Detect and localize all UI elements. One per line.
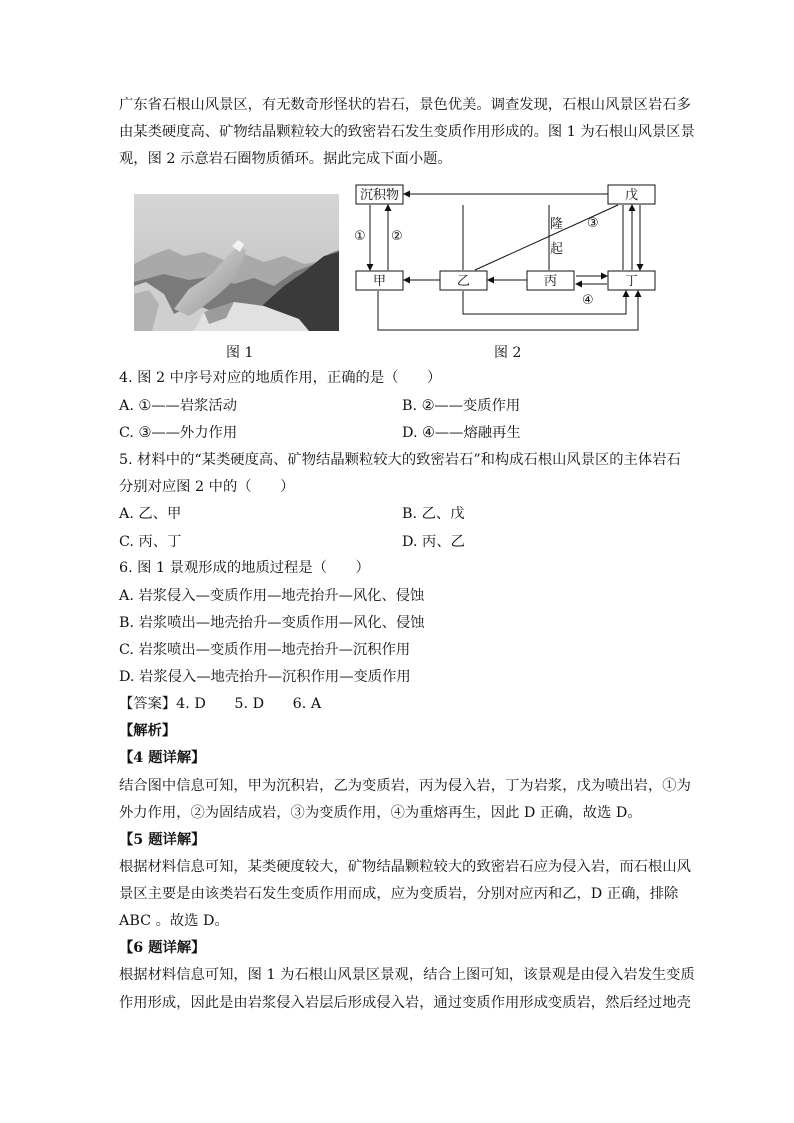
label-arrow-3: ③ bbox=[587, 216, 599, 231]
detail-4-line-2: 外力作用，②为固结成岩，③为变质作用，④为重熔再生，因此 D 正确，故选 D。 bbox=[119, 805, 642, 821]
question-4-option-a[interactable]: A. ①——岩浆活动 bbox=[119, 398, 238, 414]
question-4-option-d[interactable]: D. ④——熔融再生 bbox=[402, 425, 521, 441]
detail-4-line-1: 结合图中信息可知，甲为沉积岩，乙为变质岩，丙为侵入岩，丁为岩浆，戊为喷出岩，①为 bbox=[119, 778, 691, 794]
question-5-option-b[interactable]: B. 乙、戊 bbox=[402, 506, 465, 522]
label-bing: 丙 bbox=[543, 274, 558, 289]
answer-line: 【答案】4. D 5. D 6. A bbox=[119, 696, 322, 712]
detail-5-line-1: 根据材料信息可知，某类硬度较大，矿物结晶颗粒较大的致密岩石应为侵入岩，而石根山风 bbox=[119, 859, 691, 875]
intro-line-1: 广东省石根山风景区，有无数奇形怪状的岩石，景色优美。调查发现，石根山风景区岩石多 bbox=[119, 97, 691, 113]
detail-5-heading: 【5 题详解】 bbox=[119, 832, 206, 848]
question-6-option-a[interactable]: A. 岩浆侵入—变质作用—地壳抬升—风化、侵蚀 bbox=[119, 588, 425, 604]
label-qi: 起 bbox=[550, 242, 564, 257]
question-6-option-d[interactable]: D. 岩浆侵入—地壳抬升—沉积作用—变质作用 bbox=[119, 669, 411, 685]
question-6-option-b[interactable]: B. 岩浆喷出—地壳抬升—变质作用—风化、侵蚀 bbox=[119, 615, 425, 631]
label-ding: 丁 bbox=[624, 274, 639, 289]
question-4-stem: 4. 图 2 中序号对应的地质作用，正确的是（ ） bbox=[119, 370, 442, 386]
analysis-heading: 【解析】 bbox=[119, 723, 177, 739]
question-6-option-c[interactable]: C. 岩浆喷出—变质作用—地壳抬升—沉积作用 bbox=[119, 642, 411, 658]
detail-5-line-3: ABC 。故选 D。 bbox=[119, 913, 229, 929]
question-4-option-b[interactable]: B. ②——变质作用 bbox=[402, 398, 521, 414]
figure-2-caption: 图 2 bbox=[494, 345, 522, 361]
detail-6-line-1: 根据材料信息可知，图 1 为石根山风景区景观，结合上图可知，该景观是由侵入岩发生变质 bbox=[119, 967, 695, 983]
label-yi: 乙 bbox=[456, 274, 471, 289]
detail-6-line-2: 作用形成，因此是由岩浆侵入岩层后形成侵入岩，通过变质作用形成变质岩，然后经过地壳 bbox=[119, 995, 691, 1011]
intro-line-2: 由某类硬度高、矿物结晶颗粒较大的致密岩石发生变质作用形成的。图 1 为石根山风景区景 bbox=[119, 124, 695, 140]
question-5-option-c[interactable]: C. 丙、丁 bbox=[119, 534, 182, 550]
detail-6-heading: 【6 题详解】 bbox=[119, 940, 206, 956]
question-5-stem-line-1: 5. 材料中的“某类硬度高、矿物结晶颗粒较大的致密岩石”和构成石根山风景区的主体岩石 bbox=[119, 452, 681, 468]
label-long: 隆 bbox=[550, 217, 564, 232]
question-6-stem: 6. 图 1 景观形成的地质过程是（ ） bbox=[119, 560, 370, 576]
label-sediment: 沉积物 bbox=[359, 188, 400, 203]
question-5-option-d[interactable]: D. 丙、乙 bbox=[402, 534, 465, 550]
landscape-photo-image bbox=[134, 194, 339, 331]
question-5-stem-line-2: 分别对应图 2 中的（ ） bbox=[119, 479, 295, 495]
label-arrow-1: ① bbox=[354, 229, 366, 244]
label-arrow-2: ② bbox=[391, 229, 403, 244]
rock-cycle-diagram bbox=[350, 178, 660, 338]
figure-1-photo bbox=[134, 194, 339, 331]
detail-5-line-2: 景区主要是由该类岩石发生变质作用而成，应为变质岩，分别对应丙和乙，D 正确，排除 bbox=[119, 886, 679, 902]
detail-4-heading: 【4 题详解】 bbox=[119, 750, 206, 766]
label-wu: 戊 bbox=[624, 188, 639, 203]
question-5-option-a[interactable]: A. 乙、甲 bbox=[119, 506, 182, 522]
intro-line-3: 观，图 2 示意岩石圈物质循环。据此完成下面小题。 bbox=[119, 151, 452, 167]
label-arrow-4: ④ bbox=[582, 293, 594, 308]
question-4-option-c[interactable]: C. ③——外力作用 bbox=[119, 425, 238, 441]
label-jia: 甲 bbox=[372, 274, 387, 289]
figure-1-caption: 图 1 bbox=[226, 345, 254, 361]
